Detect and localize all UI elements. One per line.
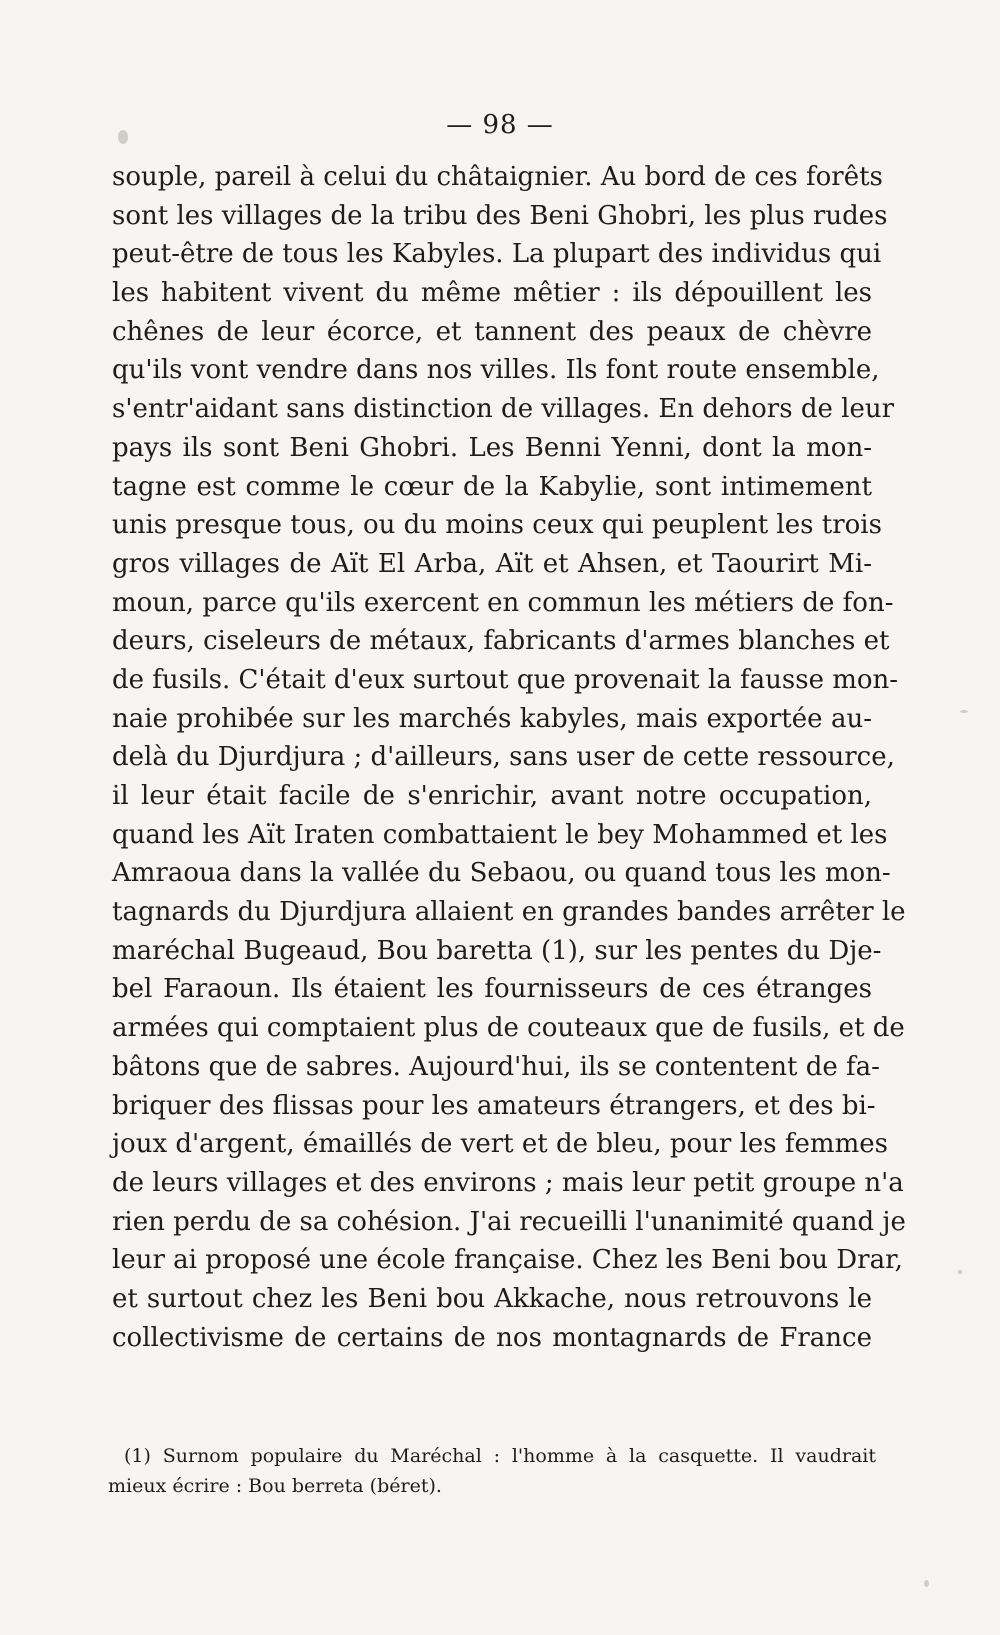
paper-speck [924, 1580, 929, 1587]
text-line: delà du Djurdjura ; d'ailleurs, sans user de cette ressource, [112, 742, 895, 773]
text-line: briquer des flissas pour les amateurs étrangers, et des bi- [112, 1090, 876, 1121]
text-line: joux d'argent, émaillés de vert et de bleu, pour les femmes [112, 1129, 888, 1160]
footnote-line: mieux écrire : Bou berreta (béret). [108, 1475, 442, 1497]
text-line: moun, parce qu'ils exercent en commun les métiers de fon- [112, 587, 894, 618]
text-line: Amraoua dans la vallée du Sebaou, ou quand tous les mon- [112, 858, 891, 889]
text-line: et surtout chez les Beni bou Akkache, nous retrouvons le [112, 1283, 872, 1314]
paper-speck [118, 130, 128, 144]
text-line: de fusils. C'était d'eux surtout que provenait la fausse mon- [112, 664, 899, 695]
text-line: peut-être de tous les Kabyles. La plupart des individus qui [112, 239, 882, 270]
text-line: gros villages de Aït El Arba, Aït et Ahsen, et Taourirt Mi- [112, 548, 872, 579]
page-number: — 98 — [446, 110, 554, 140]
footnote-line: (1) Surnom populaire du Maréchal : l'homme à la casquette. Il vaudrait [124, 1445, 876, 1467]
text-line: rien perdu de sa cohésion. J'ai recueilli l'unanimité quand je [112, 1206, 906, 1237]
text-line: maréchal Bugeaud, Bou baretta (1), sur les pentes du Dje- [112, 935, 882, 966]
text-line: s'entr'aidant sans distinction de villages. En dehors de leur [112, 394, 895, 425]
text-line: il leur était facile de s'enrichir, avant notre occupation, [112, 781, 872, 811]
text-line: de leurs villages et des environs ; mais leur petit groupe n'a [112, 1167, 904, 1198]
text-line: bâtons que de sabres. Aujourd'hui, ils se contentent de fa- [112, 1051, 880, 1082]
paper-speck [958, 1270, 962, 1274]
text-line: naie prohibée sur les marchés kabyles, mais exportée au- [112, 703, 872, 734]
text-line: pays ils sont Beni Ghobri. Les Benni Yenni, dont la mon- [112, 432, 872, 463]
text-line: souple, pareil à celui du châtaignier. Au bord de ces forêts [112, 162, 883, 192]
paper-speck [960, 710, 968, 713]
text-line: sont les villages de la tribu des Beni Ghobri, les plus rudes [112, 200, 888, 231]
text-line: collectivisme de certains de nos montagnards de France [112, 1322, 872, 1353]
text-line: leur ai proposé une école française. Chez les Beni bou Drar, [112, 1245, 903, 1276]
text-line: quand les Aït Iraten combattaient le bey Mohammed et les [112, 819, 888, 850]
text-line: tagne est comme le cœur de la Kabylie, sont intimement [112, 471, 872, 502]
text-line: bel Faraoun. Ils étaient les fournisseurs de ces étranges [112, 974, 872, 1005]
text-line: armées qui comptaient plus de couteaux que de fusils, et de [112, 1013, 905, 1044]
body-text [112, 158, 906, 1357]
footnote [108, 1441, 876, 1501]
text-line: unis presque tous, ou du moins ceux qui peuplent les trois [112, 510, 882, 541]
text-line: tagnards du Djurdjura allaient en grandes bandes arrêter le [112, 897, 906, 928]
text-line: deurs, ciseleurs de métaux, fabricants d'armes blanches et [112, 626, 890, 657]
text-line: les habitent vivent du même mêtier : ils dépouillent les [112, 278, 872, 309]
text-line: qu'ils vont vendre dans nos villes. Ils font route ensemble, [112, 355, 880, 386]
text-line: chênes de leur écorce, et tannent des peaux de chèvre [112, 316, 872, 347]
